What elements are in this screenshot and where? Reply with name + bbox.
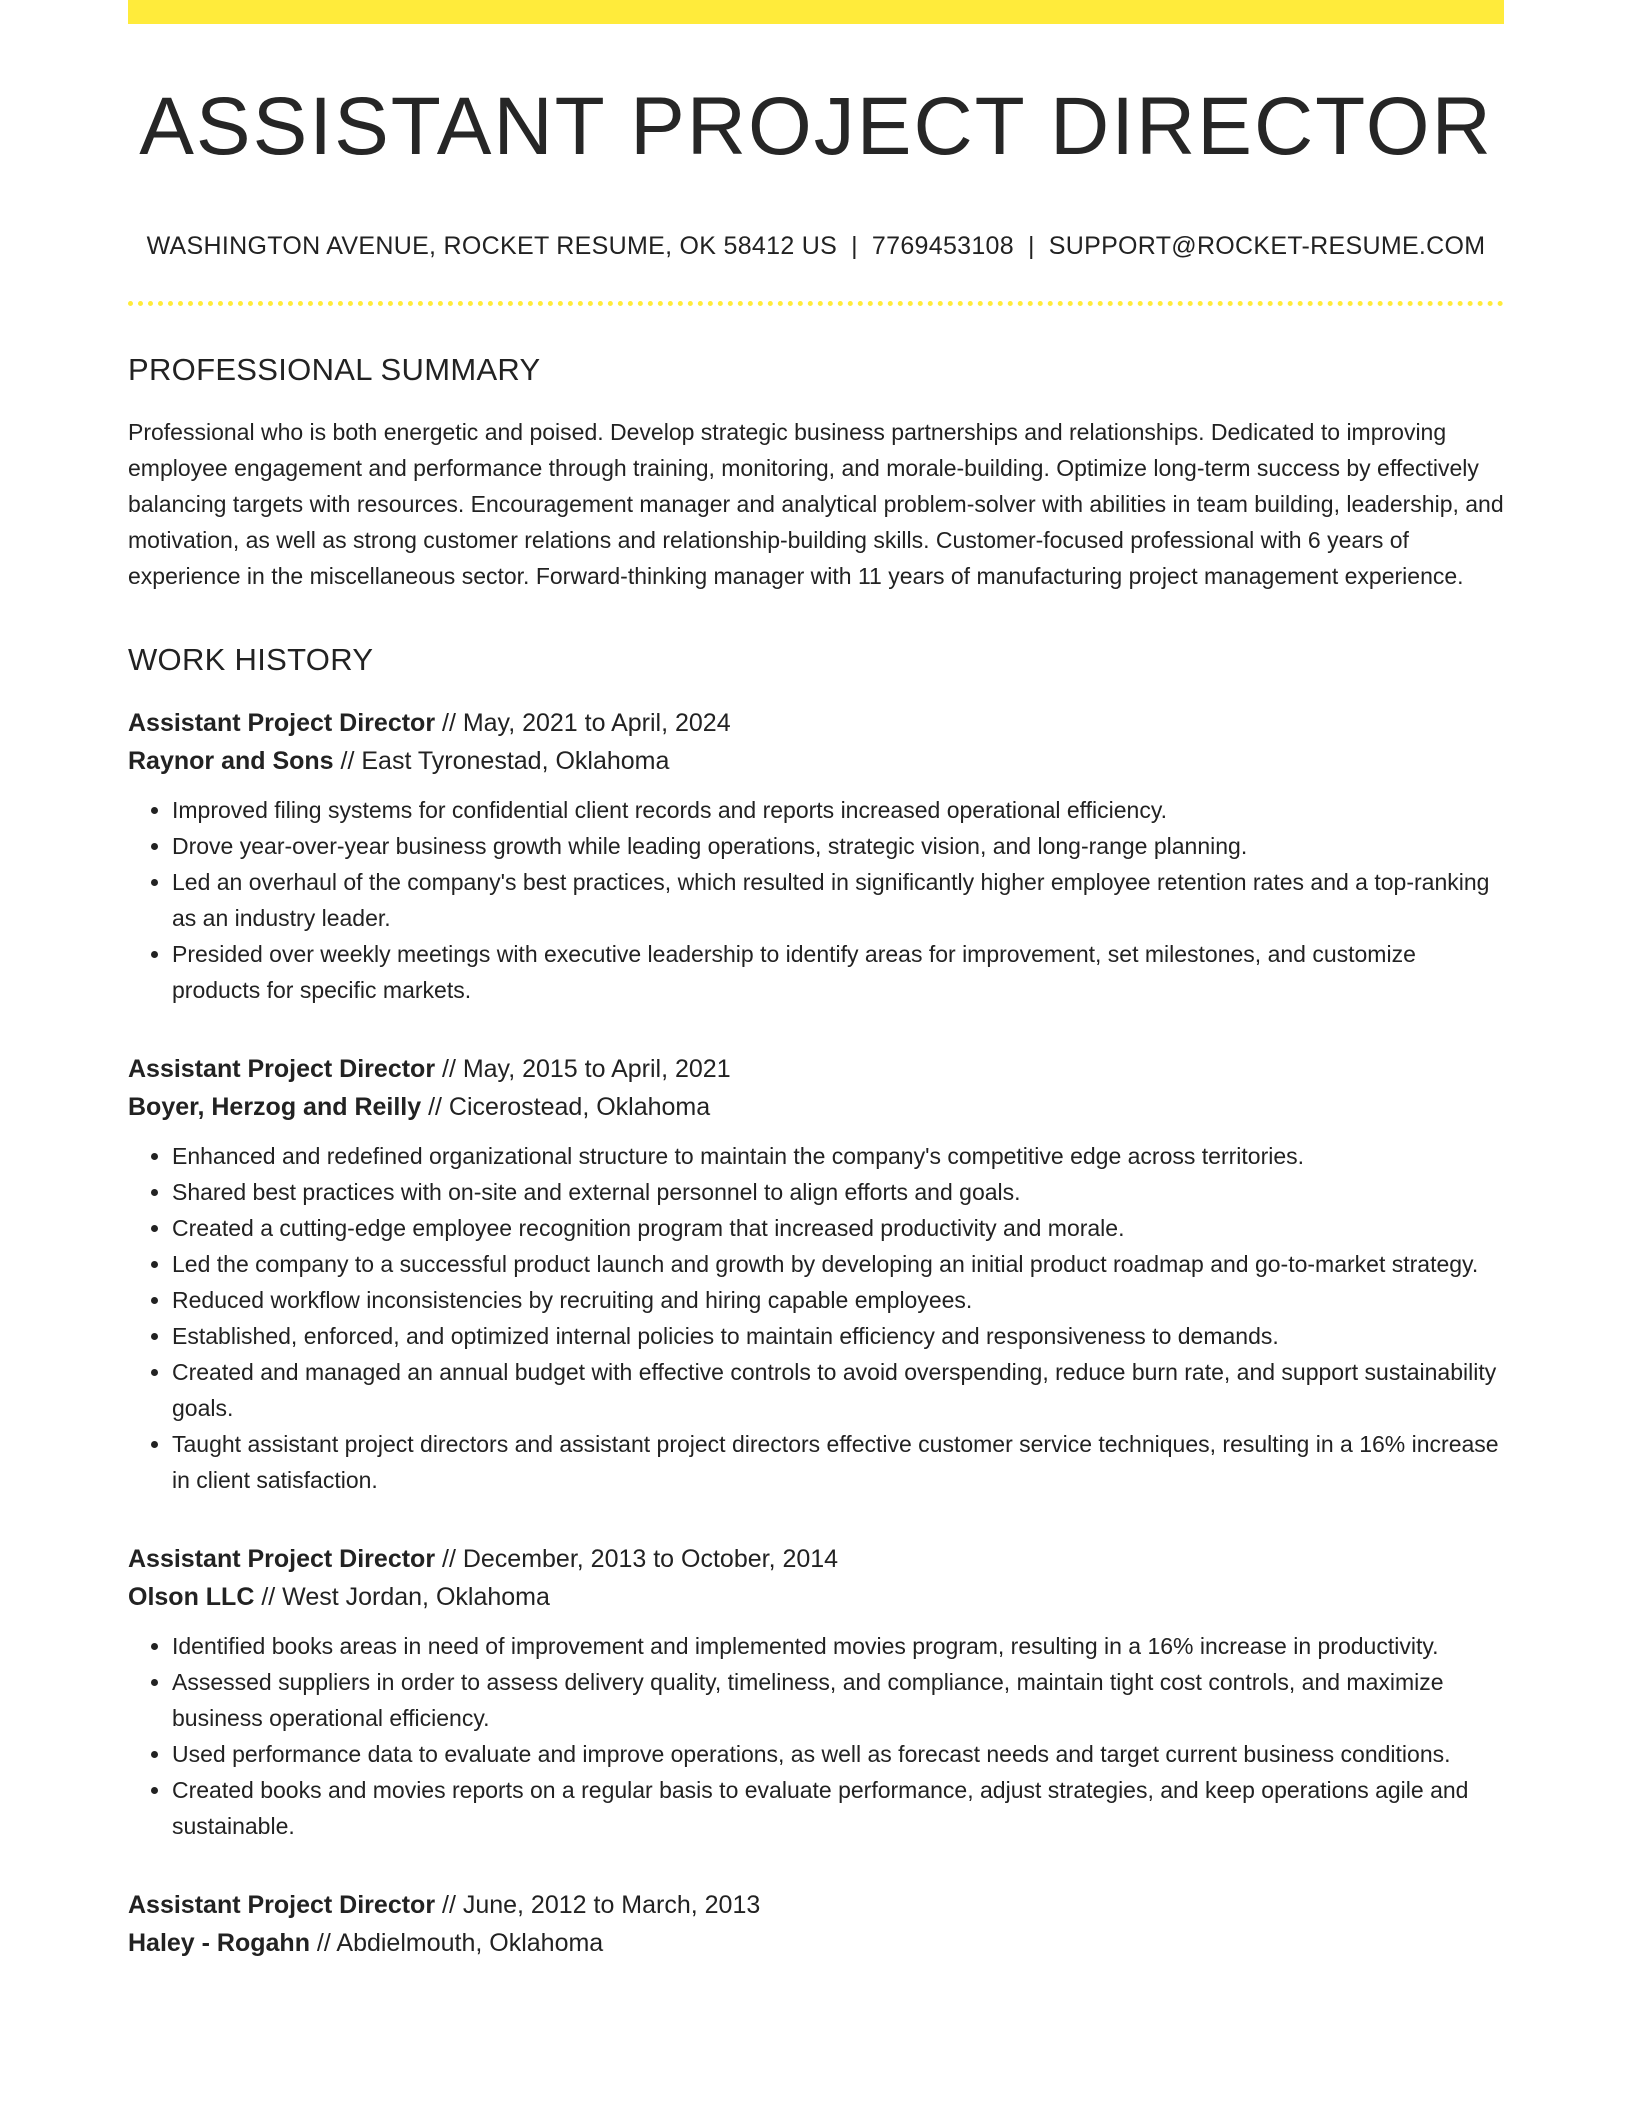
job-bullet: • Shared best practices with on-site and external personnel to align efforts and goals. xyxy=(172,1174,1504,1210)
contact-phone: 7769453108 xyxy=(871,232,1014,261)
job-title-line xyxy=(128,704,1504,742)
work-history-list xyxy=(128,704,1504,1962)
job-title-line xyxy=(128,1540,1504,1578)
job-bullet: • Taught assistant project directors and assistant project directors effective customer service techniques, resulting in a 16% increase in client satisfaction. xyxy=(172,1426,1504,1498)
job-title-line xyxy=(128,1886,1504,1924)
summary-heading: PROFESSIONAL SUMMARY xyxy=(128,352,541,388)
job-bullet: • Established, enforced, and optimized internal policies to maintain efficiency and responsiveness to demands. xyxy=(172,1318,1504,1354)
job-location: // Abdielmouth, Oklahoma xyxy=(309,1929,604,1958)
job-company-line xyxy=(128,742,1504,780)
job-title: Assistant Project Director xyxy=(128,1891,436,1920)
job-entry xyxy=(128,1540,1504,1844)
dotted-divider xyxy=(128,301,1504,306)
job-company-line xyxy=(128,1924,1504,1962)
job-bullets xyxy=(128,1628,1504,1844)
job-bullet: • Created books and movies reports on a regular basis to evaluate performance, adjust strategies, and keep operations agile and sustainable. xyxy=(172,1772,1504,1844)
job-dates: // December, 2013 to October, 2014 xyxy=(435,1545,839,1574)
job-bullets xyxy=(128,1138,1504,1498)
job-company: Boyer, Herzog and Reilly xyxy=(128,1093,422,1122)
job-bullet: • Used performance data to evaluate and improve operations, as well as forecast needs and target current business conditions. xyxy=(172,1736,1504,1772)
job-company: Raynor and Sons xyxy=(128,747,334,776)
job-bullet: • Presided over weekly meetings with executive leadership to identify areas for improvement, set milestones, and customize products for specific markets. xyxy=(172,936,1504,1008)
contact-separator: | xyxy=(1027,232,1035,261)
job-company: Haley - Rogahn xyxy=(128,1929,310,1958)
top-accent-bar xyxy=(128,0,1504,24)
job-dates: // May, 2021 to April, 2024 xyxy=(435,709,731,738)
job-company-line xyxy=(128,1088,1504,1126)
job-bullet: • Improved filing systems for confidential client records and reports increased operational efficiency. xyxy=(172,792,1504,828)
job-title: Assistant Project Director xyxy=(128,1545,436,1574)
contact-separator: | xyxy=(851,232,858,261)
job-location: // West Jordan, Oklahoma xyxy=(254,1583,550,1612)
job-entry xyxy=(128,1886,1504,1962)
job-bullet: • Reduced workflow inconsistencies by recruiting and hiring capable employees. xyxy=(172,1282,1504,1318)
job-bullet: • Assessed suppliers in order to assess delivery quality, timeliness, and compliance, maintain tight cost controls, and maximize business operational efficiency. xyxy=(172,1664,1504,1736)
contact-address: WASHINGTON AVENUE, ROCKET RESUME, OK 58412 US xyxy=(146,232,838,261)
job-dates: // June, 2012 to March, 2013 xyxy=(435,1891,761,1920)
job-entry xyxy=(128,1050,1504,1498)
job-bullet: • Created and managed an annual budget with effective controls to avoid overspending, reduce burn rate, and support sustainability goals. xyxy=(172,1354,1504,1426)
page-title: ASSISTANT PROJECT DIRECTOR xyxy=(139,81,1493,172)
work-history-heading: WORK HISTORY xyxy=(128,642,374,678)
job-title: Assistant Project Director xyxy=(128,709,436,738)
job-company: Olson LLC xyxy=(128,1583,255,1612)
job-bullet: • Led an overhaul of the company's best practices, which resulted in significantly higher employee retention rates and a top-ranking as an industry leader. xyxy=(172,864,1504,936)
job-bullet: • Created a cutting-edge employee recognition program that increased productivity and morale. xyxy=(172,1210,1504,1246)
job-bullets xyxy=(128,792,1504,1008)
resume-page xyxy=(128,0,1504,1962)
contact-email: SUPPORT@ROCKET-RESUME.COM xyxy=(1048,232,1486,261)
job-bullet: • Identified books areas in need of improvement and implemented movies program, resulting in a 16% increase in productivity. xyxy=(172,1628,1504,1664)
job-bullet: • Led the company to a successful product launch and growth by developing an initial product roadmap and go-to-market strategy. xyxy=(172,1246,1504,1282)
job-location: // Cicerostead, Oklahoma xyxy=(421,1093,711,1122)
job-bullet: • Drove year-over-year business growth while leading operations, strategic vision, and long-range planning. xyxy=(172,828,1504,864)
job-dates: // May, 2015 to April, 2021 xyxy=(435,1055,731,1084)
summary-text: Professional who is both energetic and poised. Develop strategic business partnerships and relationships. Dedicated to improving employee engagement and performance through training, monitoring, and morale-building. Optimize long-term success by effectively balancing targets with resources. Encouragement manager and analytical problem-solver with abilities in team building, leadership, and motivation, as well as strong customer relations and relationship-building skills. Customer-focused professional with 6 years of experience in the miscellaneous sector. Forward-thinking manager with 11 years of manufacturing project management experience. xyxy=(128,419,1504,590)
job-location: // East Tyronestad, Oklahoma xyxy=(333,747,670,776)
job-title-line xyxy=(128,1050,1504,1088)
job-company-line xyxy=(128,1578,1504,1616)
contact-info xyxy=(128,232,1504,261)
job-title: Assistant Project Director xyxy=(128,1055,436,1084)
job-entry xyxy=(128,704,1504,1008)
job-bullet: • Enhanced and redefined organizational structure to maintain the company's competitive edge across territories. xyxy=(172,1138,1504,1174)
